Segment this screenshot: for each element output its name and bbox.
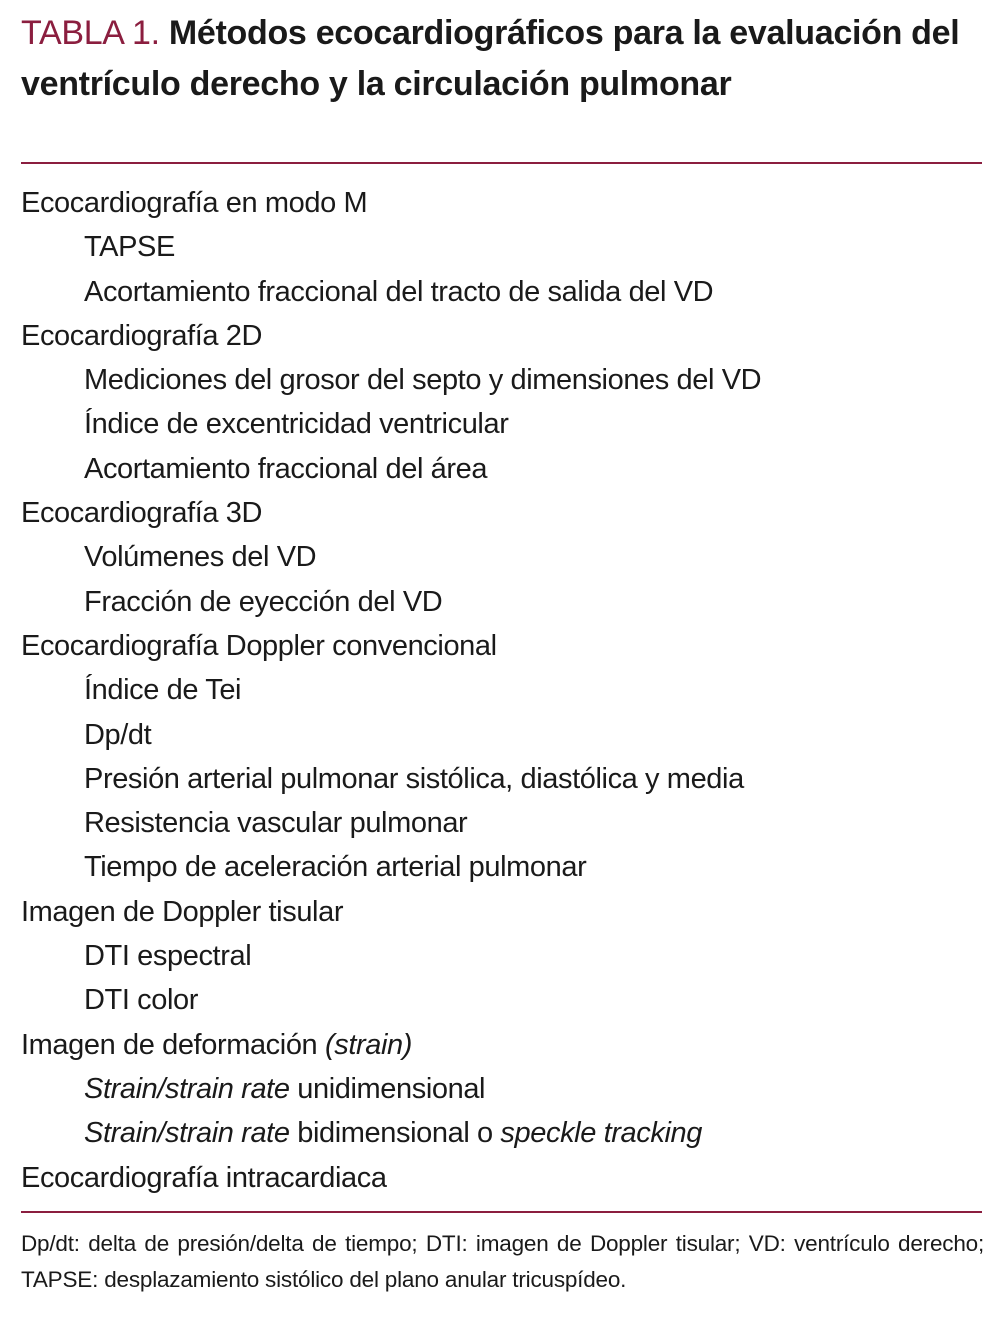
method-text: Ecocardiografía 3D (21, 497, 263, 530)
method-item (21, 845, 982, 889)
method-text: Ecocardiografía en modo M (21, 187, 368, 219)
table-title (21, 8, 996, 110)
method-text: Imagen de Doppler tisular (21, 895, 344, 928)
method-text: Ecocardiografía Doppler convencional (21, 629, 497, 662)
method-category (21, 1156, 982, 1200)
method-list (21, 181, 982, 1200)
method-text: Índice de Tei (84, 674, 242, 707)
method-item (21, 1111, 982, 1155)
method-item (21, 668, 982, 712)
method-item (21, 713, 982, 757)
method-italic-prefix: Strain/strain rate (84, 1117, 290, 1150)
method-text: DTI color (84, 984, 199, 1017)
method-text: Tiempo de aceleración arterial pulmonar (84, 851, 587, 884)
method-category (21, 314, 982, 358)
method-category (21, 1023, 982, 1067)
bottom-divider (21, 1211, 982, 1213)
method-item (21, 1067, 982, 1111)
method-item (21, 978, 982, 1022)
method-item (21, 801, 982, 845)
method-item (21, 270, 982, 314)
top-divider (21, 162, 982, 164)
method-item (21, 402, 982, 446)
method-text: TAPSE (84, 231, 175, 264)
method-text: Ecocardiografía intracardiaca (21, 1161, 387, 1194)
method-item (21, 447, 982, 491)
method-item (21, 934, 982, 978)
method-text: Dp/dt (84, 718, 152, 751)
method-category (21, 181, 982, 225)
method-category (21, 890, 982, 934)
method-text: Presión arterial pulmonar sistólica, diastólica y media (84, 762, 744, 795)
method-text: Fracción de eyección del VD (84, 585, 443, 618)
method-category (21, 491, 982, 535)
method-item (21, 535, 982, 579)
method-item (21, 757, 982, 801)
method-text: unidimensional (297, 1072, 486, 1105)
table-footnote: Dp/dt: delta de presión/delta de tiempo; DTI: imagen de Doppler tisular; VD: ventrículo derecho; TAPSE: desplazamiento sistólico del plano anular tricuspídeo. (21, 1231, 984, 1292)
method-text: DTI espectral (84, 940, 252, 973)
method-italic-suffix: speckle tracking (500, 1117, 702, 1150)
method-text: Ecocardiografía 2D (21, 319, 263, 352)
method-item (21, 225, 982, 269)
method-item (21, 358, 982, 402)
method-text: Volúmenes del VD (84, 541, 317, 574)
method-italic-suffix: (strain) (324, 1028, 412, 1061)
method-italic-prefix: Strain/strain rate (84, 1072, 290, 1105)
method-text: Acortamiento fraccional del área (84, 452, 488, 485)
method-text: bidimensional o (297, 1117, 493, 1150)
method-text: Imagen de deformación (21, 1028, 318, 1061)
method-item (21, 580, 982, 624)
method-text: Resistencia vascular pulmonar (84, 807, 468, 840)
method-category (21, 624, 982, 668)
method-text: Acortamiento fraccional del tracto de salida del VD (84, 275, 714, 308)
method-text: Mediciones del grosor del septo y dimensiones del VD (84, 364, 762, 397)
table-title-text: Métodos ecocardiográficos para la evaluación del ventrículo derecho y la circulación pulmonar (21, 14, 960, 103)
method-text: Índice de excentricidad ventricular (84, 408, 509, 441)
table-label: TABLA 1. (21, 14, 160, 52)
